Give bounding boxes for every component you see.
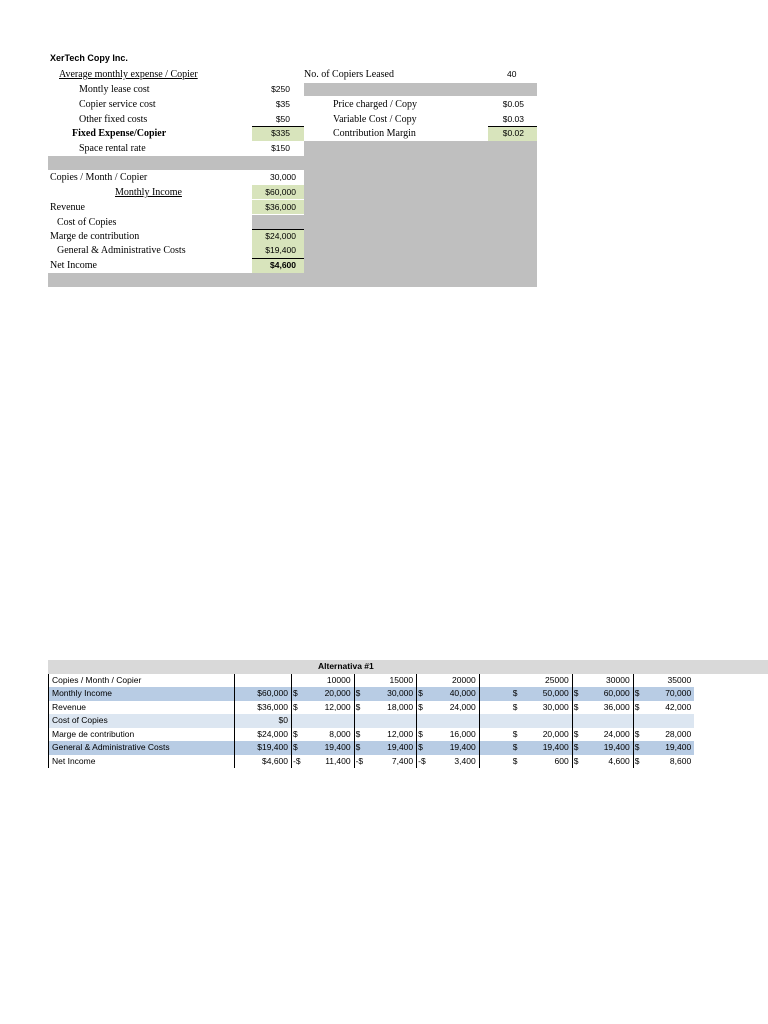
cell-value: 18,000	[364, 701, 417, 715]
currency-symbol: $	[572, 701, 581, 715]
row-label: Monthly Income	[49, 687, 235, 701]
lease-label: Montly lease cost	[79, 84, 150, 95]
row-label: Marge de contribution	[49, 728, 235, 742]
cell-value: 30,000	[520, 701, 573, 715]
grey-band-middle-row	[48, 156, 304, 170]
cost-of-copies-label: Cost of Copies	[57, 217, 117, 228]
table-row	[49, 701, 695, 715]
currency-symbol: $	[417, 741, 427, 755]
row-base-value: $60,000	[235, 687, 292, 701]
currency-symbol: $	[572, 728, 581, 742]
column-gap	[479, 687, 512, 701]
cell-value: 16,000	[427, 728, 480, 742]
cell-value: 19,400	[364, 741, 417, 755]
currency-symbol: $	[417, 728, 427, 742]
cell-value: 20000	[427, 674, 480, 688]
alternative-table	[48, 660, 768, 768]
column-gap	[479, 741, 512, 755]
table-row	[49, 714, 695, 728]
table-header-row	[48, 660, 768, 674]
grey-cell-cost-of-copies	[252, 215, 304, 229]
column-gap	[479, 674, 512, 688]
currency-symbol	[572, 714, 581, 728]
cell-value: 19,400	[520, 741, 573, 755]
currency-symbol: $	[633, 741, 642, 755]
currency-symbol: $	[354, 728, 364, 742]
currency-symbol	[572, 674, 581, 688]
currency-symbol: $	[292, 741, 302, 755]
currency-symbol: $	[572, 687, 581, 701]
row-base-value	[235, 674, 292, 688]
cell-value: 15000	[364, 674, 417, 688]
table-row	[49, 687, 695, 701]
currency-symbol: $	[354, 701, 364, 715]
currency-symbol: $	[292, 728, 302, 742]
copies-label: Copies / Month / Copier	[50, 172, 148, 183]
cell-value: 30000	[581, 674, 634, 688]
revenue-value: $36,000	[265, 202, 296, 212]
avg-expense-heading: Average monthly expense / Copier	[59, 69, 198, 80]
currency-symbol	[417, 674, 427, 688]
row-base-value: $36,000	[235, 701, 292, 715]
currency-symbol: $	[512, 687, 520, 701]
cell-value: 42,000	[642, 701, 694, 715]
revenue-label: Revenue	[50, 202, 85, 213]
cell-value: 3,400	[427, 755, 480, 769]
cell-value: 600	[520, 755, 573, 769]
space-label: Space rental rate	[79, 143, 146, 154]
ga-label: General & Administrative Costs	[57, 245, 186, 256]
currency-symbol: $	[572, 741, 581, 755]
variable-value: $0.03	[502, 114, 524, 124]
cm-label: Contribution Margin	[333, 128, 416, 139]
lease-value: $250	[271, 84, 290, 94]
currency-symbol: -$	[354, 755, 364, 769]
cell-value: 19,400	[642, 741, 694, 755]
row-label: Copies / Month / Copier	[49, 674, 235, 688]
currency-symbol	[417, 714, 427, 728]
row-base-value: $19,400	[235, 741, 292, 755]
cell-value: 8,000	[302, 728, 355, 742]
currency-symbol	[354, 714, 364, 728]
row-label: Cost of Copies	[49, 714, 235, 728]
alternative-title: Alternativa #1	[48, 660, 768, 674]
marge-value: $24,000	[265, 231, 296, 241]
currency-symbol	[292, 714, 302, 728]
cell-value: 40,000	[427, 687, 480, 701]
cell-value	[364, 714, 417, 728]
cell-value	[302, 714, 355, 728]
table-row	[49, 755, 695, 769]
cell-value: 24,000	[581, 728, 634, 742]
company-title: XerTech Copy Inc.	[50, 53, 128, 63]
row-base-value: $0	[235, 714, 292, 728]
cell-value: 24,000	[427, 701, 480, 715]
currency-symbol: -$	[417, 755, 427, 769]
cell-value: 35000	[642, 674, 694, 688]
cell-value: 19,400	[427, 741, 480, 755]
marge-label: Marge de contribution	[50, 231, 140, 242]
cell-value: 12,000	[302, 701, 355, 715]
row-label: Net Income	[49, 755, 235, 769]
ga-value: $19,400	[265, 245, 296, 255]
net-income-label: Net Income	[50, 260, 97, 271]
currency-symbol: $	[512, 701, 520, 715]
space-value: $150	[271, 143, 290, 153]
row-base-value: $4,600	[235, 755, 292, 769]
currency-symbol	[354, 674, 364, 688]
cell-value: 19,400	[581, 741, 634, 755]
currency-symbol	[512, 714, 520, 728]
grey-band-copiers-row	[304, 83, 537, 96]
currency-symbol: $	[354, 687, 364, 701]
column-gap	[479, 755, 512, 769]
currency-symbol	[633, 674, 642, 688]
column-gap	[479, 728, 512, 742]
currency-symbol: $	[633, 728, 642, 742]
fixed-expense-value: $335	[271, 128, 290, 138]
currency-symbol	[633, 714, 642, 728]
cell-value	[581, 714, 634, 728]
table-row	[49, 728, 695, 742]
alternative-body	[48, 674, 695, 769]
currency-symbol: $	[354, 741, 364, 755]
variable-label: Variable Cost / Copy	[333, 114, 417, 125]
cell-value: 10000	[302, 674, 355, 688]
currency-symbol: $	[417, 687, 427, 701]
currency-symbol: $	[633, 701, 642, 715]
cell-value: 8,600	[642, 755, 694, 769]
net-income-value: $4,600	[270, 260, 296, 270]
copiers-value: 40	[507, 69, 517, 79]
cell-value: 7,400	[364, 755, 417, 769]
fixed-value: $50	[275, 114, 290, 124]
row-base-value: $24,000	[235, 728, 292, 742]
currency-symbol	[512, 674, 520, 688]
table-row	[49, 741, 695, 755]
cm-value: $0.02	[502, 128, 524, 138]
cell-value: 36,000	[581, 701, 634, 715]
cell-value: 20,000	[520, 728, 573, 742]
cell-value: 30,000	[364, 687, 417, 701]
currency-symbol: $	[417, 701, 427, 715]
currency-symbol: $	[512, 755, 520, 769]
row-label: Revenue	[49, 701, 235, 715]
grey-band-bottom-row	[48, 273, 304, 287]
currency-symbol: $	[512, 741, 520, 755]
fixed-label: Other fixed costs	[79, 114, 148, 125]
cell-value: 50,000	[520, 687, 573, 701]
cell-value: 70,000	[642, 687, 694, 701]
cell-value: 25000	[520, 674, 573, 688]
monthly-income-value: $60,000	[265, 187, 296, 197]
monthly-income-label: Monthly Income	[115, 187, 182, 198]
fixed-expense-label: Fixed Expense/Copier	[72, 128, 167, 139]
row-label: General & Administrative Costs	[49, 741, 235, 755]
service-label: Copier service cost	[79, 99, 156, 110]
currency-symbol	[292, 674, 302, 688]
price-value: $0.05	[502, 99, 524, 109]
currency-symbol: $	[633, 755, 642, 769]
currency-symbol: $	[292, 687, 302, 701]
currency-symbol: $	[572, 755, 581, 769]
cell-value: 11,400	[302, 755, 355, 769]
currency-symbol: $	[512, 728, 520, 742]
cell-value: 20,000	[302, 687, 355, 701]
cell-value	[520, 714, 573, 728]
copies-value: 30,000	[270, 172, 296, 182]
copiers-label: No. of Copiers Leased	[304, 69, 394, 80]
column-gap	[479, 714, 512, 728]
currency-symbol: $	[633, 687, 642, 701]
table-row	[49, 674, 695, 688]
price-label: Price charged / Copy	[333, 99, 417, 110]
cell-value: 28,000	[642, 728, 694, 742]
grey-band-right-area	[304, 141, 537, 287]
cell-value: 19,400	[302, 741, 355, 755]
cell-value: 60,000	[581, 687, 634, 701]
currency-symbol: $	[292, 701, 302, 715]
service-value: $35	[275, 99, 290, 109]
cell-value	[642, 714, 694, 728]
currency-symbol: -$	[292, 755, 302, 769]
column-gap	[479, 701, 512, 715]
cell-value: 12,000	[364, 728, 417, 742]
cell-value	[427, 714, 480, 728]
cell-value: 4,600	[581, 755, 634, 769]
